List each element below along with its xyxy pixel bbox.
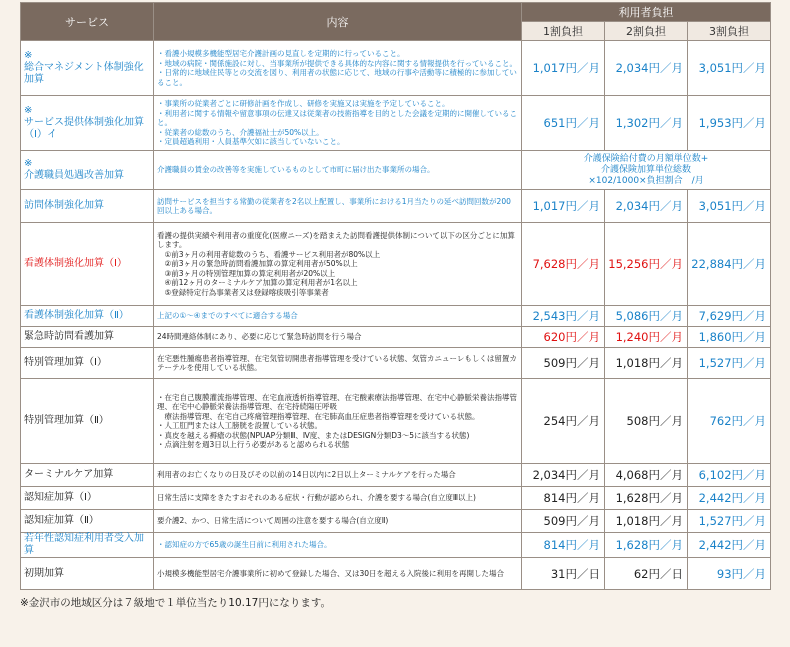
service-name-line: サービス提供体制強化加算 xyxy=(24,117,144,128)
service-name-cell xyxy=(21,327,154,348)
service-name-line: 初期加算 xyxy=(24,567,64,579)
burden-3-cell: 6,102円／月 xyxy=(688,464,771,487)
burden-1-cell: 509円／月 xyxy=(522,348,605,379)
burden-2-cell: 15,256円／月 xyxy=(605,223,688,306)
service-name-line: （Ⅰ）イ xyxy=(24,129,57,140)
description-line: ・在宅自己腹膜灌流指導管理、在宅血液透析指導管理、在宅酸素療法指導管理、在宅中心静脈栄養法指導管理、在宅中心静脈栄養法指導管理、在宅持続陽圧呼吸 xyxy=(157,392,517,411)
service-name-cell xyxy=(21,510,154,533)
table-row xyxy=(21,96,771,151)
burden-1-cell: 814円／月 xyxy=(522,487,605,510)
description-line: 介護職員の賃金の改善等を実施しているものとして市町に届け出た事業所の場合。 xyxy=(157,165,435,175)
description-line: 在宅悪性腫瘍患者指導管理、在宅気管切開患者指導管理を受けている状態、気管カニューレもしくは留置カテーテルを使用している状態。 xyxy=(157,353,517,372)
header-burden-3: 3割負担 xyxy=(688,22,771,41)
service-name-cell xyxy=(21,151,154,190)
burden-3-cell: 1,953円／月 xyxy=(688,96,771,151)
service-name-line: 若年性認知症利用者受入加算 xyxy=(24,533,144,556)
description-line: ・利用者に関する情報や留意事項の伝達又は従業者の技術指導を目的とした会議を定期的に開催していること。 xyxy=(157,108,517,128)
description-line: 療法指導管理、在宅自己疼痛管理指導管理、在宅肺高血圧症患者指導管理を受けている状態。 xyxy=(157,411,480,421)
description-cell xyxy=(154,41,522,96)
service-name-line: 介護職員処遇改善加算 xyxy=(24,170,124,181)
description-cell xyxy=(154,464,522,487)
burden-2-cell: 1,628円／月 xyxy=(605,487,688,510)
fee-table-container xyxy=(20,2,770,610)
service-name-cell xyxy=(21,223,154,306)
table-row xyxy=(21,464,771,487)
service-name-line: ※ xyxy=(24,105,33,116)
burden-2-cell: 1,018円／月 xyxy=(605,510,688,533)
service-name-cell xyxy=(21,348,154,379)
description-cell xyxy=(154,379,522,464)
service-name-line: 認知症加算（Ⅰ） xyxy=(24,492,97,503)
description-line: ⑤登録特定行為事業者又は登録喀痰吸引等事業者 xyxy=(157,287,329,297)
table-row xyxy=(21,487,771,510)
burden-3-cell: 22,884円／月 xyxy=(688,223,771,306)
service-name-line: 緊急時訪問看護加算 xyxy=(24,331,114,342)
description-cell xyxy=(154,533,522,558)
table-row xyxy=(21,151,771,190)
burden-3-cell: 7,629円／月 xyxy=(688,306,771,327)
burden-1-cell: 7,628円／月 xyxy=(522,223,605,306)
burden-3-cell: 93円／月 xyxy=(688,558,771,590)
burden-1-cell: 814円／月 xyxy=(522,533,605,558)
burden-1-cell: 2,034円／月 xyxy=(522,464,605,487)
table-row xyxy=(21,379,771,464)
burden-1-cell: 509円／月 xyxy=(522,510,605,533)
service-name-cell xyxy=(21,379,154,464)
table-row xyxy=(21,223,771,306)
burden-formula-line: ×102/1000×負担割合 /月 xyxy=(588,175,704,186)
description-line: ・日常的に地域住民等との交流を図り、利用者の状態に応じて、地域の行事や活動等に積極的に参加していること。 xyxy=(157,68,517,87)
service-name-line: ※ xyxy=(24,50,33,61)
description-cell xyxy=(154,151,522,190)
description-line: ・事業所の従業者ごとに研修計画を作成し、研修を実施又は実施を予定していること。 xyxy=(157,99,450,109)
description-cell xyxy=(154,190,522,223)
description-line: 要介護2、かつ、日常生活について周囲の注意を要する場合(自立度Ⅱ) xyxy=(157,516,389,526)
description-line: 24時間連絡体制にあり、必要に応じて緊急時訪問を行う場合 xyxy=(157,332,362,342)
burden-2-cell: 1,302円／月 xyxy=(605,96,688,151)
table-row xyxy=(21,41,771,96)
service-name-line: 認知症加算（Ⅱ） xyxy=(24,515,99,526)
description-cell xyxy=(154,348,522,379)
burden-2-cell: 2,034円／月 xyxy=(605,190,688,223)
service-name-line: 特別管理加算（Ⅰ） xyxy=(24,357,107,368)
service-name-cell xyxy=(21,190,154,223)
table-row xyxy=(21,327,771,348)
description-line: 訪問サービスを担当する常勤の従業者を2名以上配置し、事業所における1月当たりの延べ訪問回数が200回以上ある場合。 xyxy=(157,196,511,215)
service-name-cell xyxy=(21,464,154,487)
service-name-cell xyxy=(21,41,154,96)
service-name-line: 特別管理加算（Ⅱ） xyxy=(24,415,109,426)
description-line: ・点滴注射を週3日以上行う必要があると認められる状態 xyxy=(157,440,350,449)
burden-1-cell: 1,017円／月 xyxy=(522,41,605,96)
service-name-cell xyxy=(21,306,154,327)
description-line: ②前3ヶ月の緊急時訪問看護加算の算定利用者が50%以上 xyxy=(157,259,358,269)
burden-2-cell: 1,018円／月 xyxy=(605,348,688,379)
description-line: ③前3ヶ月の特別管理加算の算定利用者が20%以上 xyxy=(157,268,336,278)
burden-1-cell: 2,543円／月 xyxy=(522,306,605,327)
service-name-line: ターミナルケア加算 xyxy=(24,469,114,480)
table-row xyxy=(21,190,771,223)
header-burden-1: 1割負担 xyxy=(522,22,605,41)
burden-3-cell: 2,442円／月 xyxy=(688,487,771,510)
service-name-line: 総合マネジメント体制強化加算 xyxy=(24,62,144,85)
service-name-line: 看護体制強化加算（Ⅰ） xyxy=(24,258,127,269)
fee-table xyxy=(20,2,771,590)
description-cell xyxy=(154,510,522,533)
burden-2-cell: 62円／日 xyxy=(605,558,688,590)
description-cell xyxy=(154,223,522,306)
service-name-cell xyxy=(21,96,154,151)
burden-3-cell: 1,527円／月 xyxy=(688,348,771,379)
burden-2-cell: 4,068円／月 xyxy=(605,464,688,487)
burden-2-cell: 1,628円／月 xyxy=(605,533,688,558)
service-name-line: 看護体制強化加算（Ⅱ） xyxy=(24,310,129,321)
burden-3-cell: 762円／月 xyxy=(688,379,771,464)
burden-formula-cell xyxy=(522,151,771,190)
description-line: ・従業者の総数のうち、介護福祉士が50%以上。 xyxy=(157,127,324,137)
burden-1-cell: 254円／月 xyxy=(522,379,605,464)
description-line: ・地域の病院・関係施設に対し、当事業所が提供できる具体的な内容に関する情報提供を行っていること。 xyxy=(157,58,517,68)
burden-2-cell: 1,240円／月 xyxy=(605,327,688,348)
burden-2-cell: 2,034円／月 xyxy=(605,41,688,96)
table-row xyxy=(21,510,771,533)
header-content: 内容 xyxy=(154,3,522,41)
description-line: ①前3ヶ月の利用者総数のうち、看護サービス利用者が80%以上 xyxy=(157,249,381,259)
description-line: ④前12ヶ月のターミナルケア加算の算定利用者が1名以上 xyxy=(157,278,358,288)
description-line: ・真皮を越える褥瘡の状態(NPUAP分類Ⅲ、Ⅳ度、またはDESIGN分類D3～5に該当する状態) xyxy=(157,430,470,440)
header-service: サービス xyxy=(21,3,154,41)
table-row xyxy=(21,306,771,327)
burden-3-cell: 2,442円／月 xyxy=(688,533,771,558)
burden-1-cell: 620円／月 xyxy=(522,327,605,348)
description-cell xyxy=(154,96,522,151)
description-line: ・定員超過利用・人員基準欠如に該当していないこと。 xyxy=(157,137,345,147)
burden-1-cell: 651円／月 xyxy=(522,96,605,151)
burden-3-cell: 1,527円／月 xyxy=(688,510,771,533)
description-line: 日常生活に支障をきたすおそれのある症状・行動が認められ、介護を要する場合(自立度Ⅲ以上) xyxy=(157,493,476,503)
service-name-line: ※ xyxy=(24,158,33,169)
service-name-cell xyxy=(21,533,154,558)
burden-formula-line: 介護保険給付費の月額単位数+ xyxy=(583,153,709,164)
description-cell xyxy=(154,558,522,590)
description-cell xyxy=(154,306,522,327)
description-line: 上記の①～④までのすべてに適合する場合 xyxy=(157,311,298,321)
header-burden-2: 2割負担 xyxy=(605,22,688,41)
description-line: ・認知症の方で65歳の誕生日前に利用された場合。 xyxy=(157,540,332,550)
description-line: ・人工肛門または人工膀胱を設置している状態。 xyxy=(157,421,322,430)
burden-3-cell: 3,051円／月 xyxy=(688,41,771,96)
service-name-cell xyxy=(21,487,154,510)
table-row xyxy=(21,348,771,379)
description-line: 看護の提供実績や利用者の重度化(医療ニーズ)を踏まえた訪問看護提供体制について以下の区分ごとに加算します。 xyxy=(157,230,515,250)
description-cell xyxy=(154,327,522,348)
description-line: 小規模多機能型居宅介護事業所に初めて登録した場合、又は30日を超える入院後に利用を再開した場合 xyxy=(157,568,505,578)
footnote: ※金沢市の地域区分は７級地で１単位当たり10.17円になります。 xyxy=(20,597,332,609)
burden-2-cell: 508円／月 xyxy=(605,379,688,464)
header-burden: 利用者負担 xyxy=(522,3,771,22)
table-row xyxy=(21,533,771,558)
burden-3-cell: 1,860円／月 xyxy=(688,327,771,348)
burden-1-cell: 31円／日 xyxy=(522,558,605,590)
burden-formula-line: 介護保険加算単位総数 xyxy=(601,164,692,175)
burden-1-cell: 1,017円／月 xyxy=(522,190,605,223)
description-line: ・看護小規模多機能型居宅介護計画の見直しを定期的に行っていること。 xyxy=(157,49,405,58)
burden-2-cell: 5,086円／月 xyxy=(605,306,688,327)
fee-table-body xyxy=(21,41,771,590)
description-line: 利用者のお亡くなりの日及びその以前の14日以内に2日以上ターミナルケアを行った場合 xyxy=(157,470,456,480)
service-name-cell xyxy=(21,558,154,590)
service-name-line: 訪問体制強化加算 xyxy=(24,200,104,211)
burden-3-cell: 3,051円／月 xyxy=(688,190,771,223)
description-cell xyxy=(154,487,522,510)
table-row xyxy=(21,558,771,590)
